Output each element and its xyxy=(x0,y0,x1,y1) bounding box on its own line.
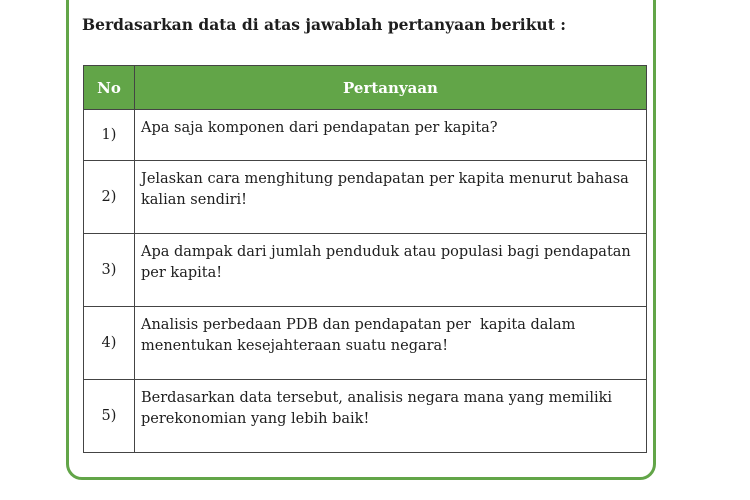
header-question: Pertanyaan xyxy=(135,66,647,110)
header-no: No xyxy=(84,66,135,110)
question-text: Apa saja komponen dari pendapatan per kapita? xyxy=(135,110,647,161)
row-number: 2) xyxy=(84,161,135,234)
row-number: 4) xyxy=(84,307,135,380)
table-row xyxy=(84,307,647,380)
row-number: 5) xyxy=(84,380,135,453)
question-text: Berdasarkan data tersebut, analisis negara mana yang memiliki perekonomian yang lebih baik! xyxy=(135,380,647,453)
table-header-row xyxy=(84,66,647,110)
question-table xyxy=(83,65,647,453)
table-row xyxy=(84,234,647,307)
question-text: Jelaskan cara menghitung pendapatan per kapita menurut bahasa kalian sendiri! xyxy=(135,161,647,234)
table-row xyxy=(84,110,647,161)
question-text: Analisis perbedaan PDB dan pendapatan per kapita dalam menentukan kesejahteraan suatu negara! xyxy=(135,307,647,380)
table-row xyxy=(84,161,647,234)
row-number: 1) xyxy=(84,110,135,161)
instruction-text: Berdasarkan data di atas jawablah pertanyaan berikut : xyxy=(82,15,566,34)
table-row xyxy=(84,380,647,453)
row-number: 3) xyxy=(84,234,135,307)
question-text: Apa dampak dari jumlah penduduk atau populasi bagi pendapatan per kapita! xyxy=(135,234,647,307)
